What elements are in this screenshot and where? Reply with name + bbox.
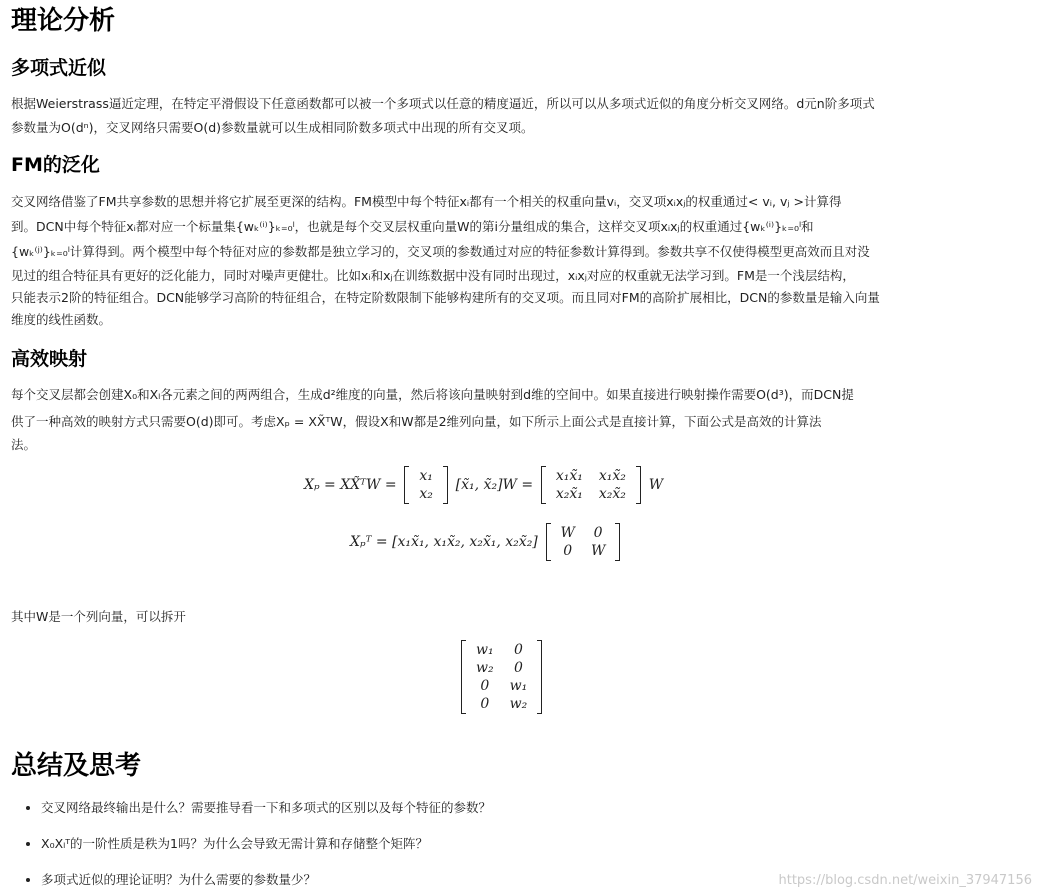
equation-direct [304, 466, 663, 504]
equation-efficient [350, 523, 623, 561]
matrix-cell: x₂ [419, 486, 433, 502]
matrix-cell: x₁ [419, 468, 433, 484]
matrix-cell: x₁x̃₂ [598, 468, 626, 484]
matrix-w [461, 640, 542, 714]
para-fm-6: 维度的线性函数。 [11, 312, 112, 327]
matrix-cell: 0 [480, 696, 490, 712]
matrix-cell: W [590, 543, 606, 559]
matrix-block-w [546, 523, 621, 561]
eq1-mid: [x̃₁, x̃₂]W = [455, 477, 534, 493]
para-fm-4: 见过的组合特征具有更好的泛化能力，同时对噪声更健壮。比如xᵢ和xⱼ在训练数据中没有同时出现过，xᵢxⱼ对应的权重就无法学习到。FM是一个浅层结构， [11, 268, 855, 283]
heading-polynomial: 多项式近似 [11, 57, 107, 79]
list-item: • 交叉网络最终输出是什么？需要推导看一下和多项式的区别以及每个特征的参数？ [41, 798, 941, 818]
list-item: • X₀Xₗᵀ的一阶性质是秩为1吗？为什么会导致无需计算和存储整个矩阵？ [41, 834, 941, 854]
matrix-cell: W [560, 525, 575, 541]
para-polynomial-2: 参数量为O(dⁿ)，交叉网络只需要O(d)参数量就可以生成相同阶数多项式中出现的所有交叉项。 [11, 120, 534, 135]
para-fm-1: 交叉网络借鉴了FM共享参数的思想并将它扩展至更深的结构。FM模型中每个特征xᵢ都有一个相关的权重向量vᵢ，交叉项xᵢxⱼ的权重通过< vᵢ, vⱼ >计算得 [11, 194, 842, 209]
eq2-lhs: Xₚᵀ = [x₁x̃₁, x₁x̃₂, x₂x̃₁, x₂x̃₂] [350, 534, 538, 550]
para-fm-2: 到。DCN中每个特征xᵢ都对应一个标量集{wₖ⁽ⁱ⁾}ₖ₌₀ˡ，也就是每个交叉层权重向量W的第i分量组成的集合，这样交叉项xᵢxⱼ的权重通过{wₖ⁽ⁱ⁾}ₖ₌₀ˡ和 [11, 219, 814, 234]
para-mapping-2: 供了一种高效的映射方式只需要O(d)即可。考虑Xₚ = XX̃ᵀW，假设X和W都是2维列向量，如下所示上面公式是直接计算，下面公式是高效的计算法 [11, 414, 822, 429]
vector-x [404, 466, 448, 504]
matrix-cell: 0 [563, 543, 573, 559]
matrix-cell: 0 [593, 525, 603, 541]
eq1-end: W [648, 477, 664, 493]
para-after-equations: 其中W是一个列向量，可以拆开 [11, 609, 186, 624]
heading-fm: FM的泛化 [11, 154, 100, 176]
matrix-cell: w₁ [476, 642, 494, 658]
matrix-cell: w₂ [509, 696, 528, 712]
matrix-cell: x₁x̃₁ [555, 468, 583, 484]
eq1-lhs: Xₚ = XX̃ᵀW = [304, 477, 397, 493]
matrix-cell: 0 [513, 642, 523, 658]
para-polynomial-1: 根据Weierstrass逼近定理，在特定平滑假设下任意函数都可以被一个多项式以任意的精度逼近，所以可以从多项式近似的角度分析交叉网络。d元n阶多项式 [11, 96, 875, 111]
matrix-w-expanded [458, 640, 545, 714]
para-fm-5: 只能表示2阶的特征组合。DCN能够学习高阶的特征组合，在特定阶数限制下能够构建所有的交叉项。而且同对FM的高阶扩展相比，DCN的参数量是输入向量 [11, 290, 880, 305]
list-item: • 多项式近似的理论证明？为什么需要的参数量少？ [41, 870, 941, 890]
watermark: https://blog.csdn.net/weixin_37947156 [778, 873, 1032, 888]
matrix-cell: w₁ [509, 678, 528, 694]
matrix-cell: x₂x̃₁ [555, 486, 583, 502]
matrix-cell: x₂x̃₂ [598, 486, 626, 502]
matrix-cell: 0 [480, 678, 490, 694]
heading-mapping: 高效映射 [11, 348, 88, 370]
para-fm-3: {wₖ⁽ʲ⁾}ₖ₌₀ˡ计算得到。两个模型中每个特征对应的参数都是独立学习的，交叉项的参数通过对应的特征参数计算得到。参数共享不仅使得模型更高效而且对没 [11, 244, 870, 259]
para-mapping-3: 法。 [11, 437, 37, 452]
matrix-cell: w₂ [476, 660, 494, 676]
heading-summary: 总结及思考 [11, 751, 142, 781]
para-mapping-1: 每个交叉层都会创建X₀和Xₗ各元素之间的两两组合，生成d²维度的向量，然后将该向量映射到d维的空间中。如果直接进行映射操作需要O(d³)，而DCN提 [11, 387, 854, 402]
matrix-cell: 0 [513, 660, 523, 676]
matrix-outer [541, 466, 641, 504]
section-title: 理论分析 [11, 6, 116, 36]
